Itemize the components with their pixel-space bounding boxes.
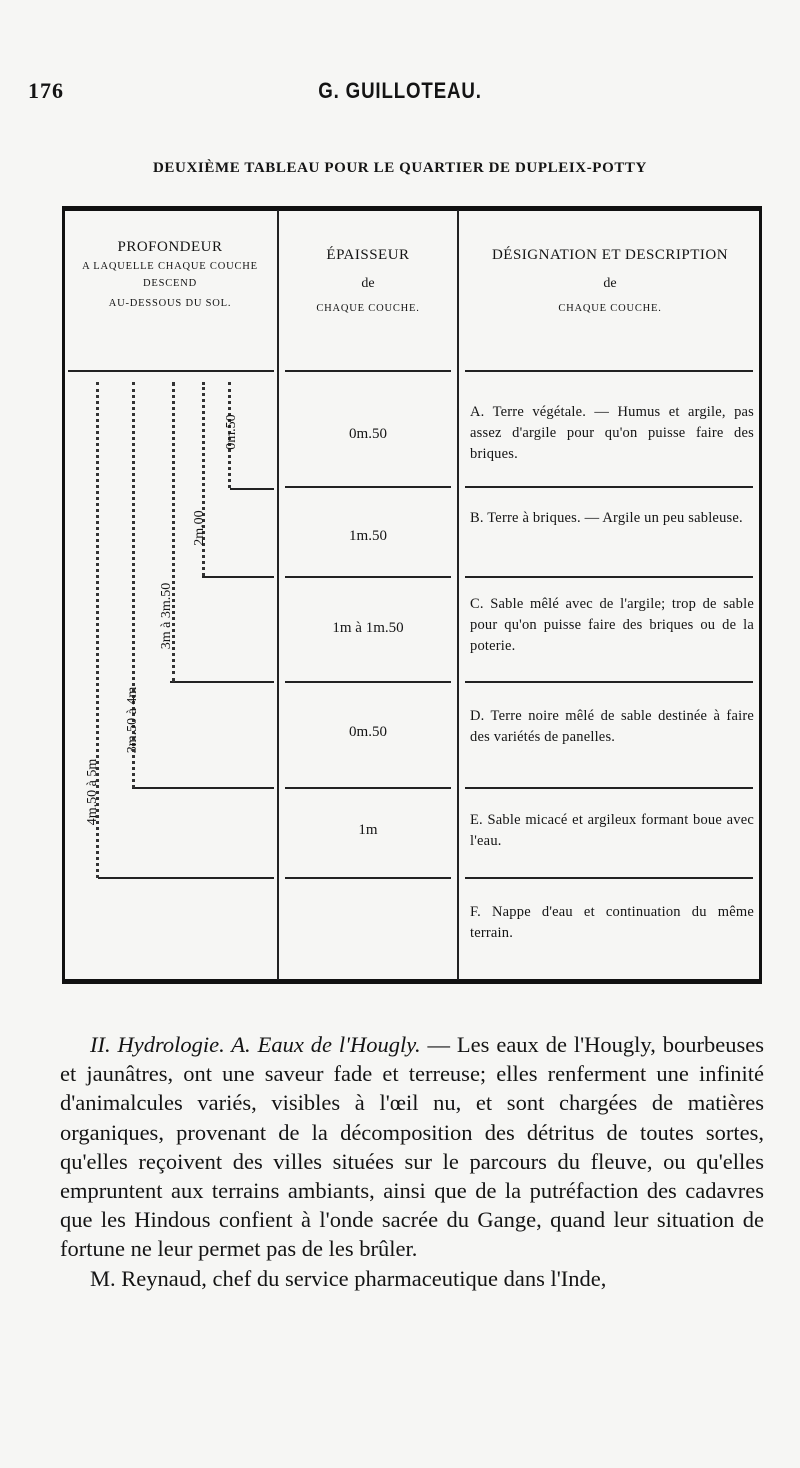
paragraph: M. Reynaud, chef du service pharmaceutique dans l'Inde, [90, 1265, 607, 1291]
layer-description: F. Nappe d'eau et continuation du même terrain. [470, 904, 754, 942]
layer-description: E. Sable micacé et argileux formant boue avec l'eau. [470, 812, 754, 850]
description-header-sub: CHAQUE COUCHE. [558, 302, 662, 314]
description-header-title: DÉSIGNATION ET DESCRIPTION [491, 247, 729, 263]
column-header-depth [64, 236, 276, 312]
depth-rule [132, 787, 274, 789]
row-rule [285, 576, 451, 578]
depth-rule [170, 681, 274, 683]
depth-header-title: PROFONDEUR [117, 239, 223, 255]
row-rule [285, 486, 451, 488]
column-divider [277, 210, 279, 980]
row-rule [285, 877, 451, 879]
depth-rule [98, 877, 274, 879]
column-header-thickness [280, 244, 456, 317]
table-title: DEUXIÈME TABLEAU POUR LE QUARTIER DE DUPLEIX-POTTY [153, 160, 647, 176]
depth-rule [230, 488, 274, 490]
depth-rule [202, 576, 274, 578]
body-text [60, 1030, 764, 1293]
header-rule [285, 370, 451, 372]
depth-header-line1: A LAQUELLE CHAQUE COUCHE [82, 261, 258, 273]
layer-description: B. Terre à briques. — Argile un peu sableuse. [470, 510, 743, 526]
thickness-header-de: de [361, 276, 375, 292]
layer-description: D. Terre noire mêlé de sable destinée à faire des variétés de panelles. [470, 708, 754, 746]
thickness-header-sub: CHAQUE COUCHE. [316, 302, 420, 314]
depth-label: 3m.50 à 4m [125, 686, 140, 754]
thickness-header-title: ÉPAISSEUR [326, 247, 410, 263]
depth-header-line3: AU-DESSOUS DU SOL. [108, 297, 232, 309]
row-rule [465, 877, 753, 879]
depth-label: 0m.50 [224, 414, 239, 450]
running-head: G. GUILLOTEAU. [318, 78, 482, 103]
row-rule [465, 486, 753, 488]
thickness-value: 1m [358, 822, 378, 838]
row-rule [465, 576, 753, 578]
row-rule [285, 787, 451, 789]
depth-label: 4m.50 à 5m [85, 758, 100, 826]
row-rule [465, 681, 753, 683]
layer-description: C. Sable mêlé avec de l'argile; trop de sable pour qu'on puisse faire des briques ou de la poterie. [470, 596, 754, 655]
column-header-description [460, 244, 760, 317]
paragraph [60, 1030, 764, 1264]
page-number: 176 [28, 78, 64, 103]
header-rule [68, 370, 274, 372]
depth-label: 2m.00 [192, 510, 207, 546]
row-rule [285, 681, 451, 683]
header-rule [465, 370, 753, 372]
paragraph-text: — Les eaux de l'Hougly, bourbeuses et jaunâtres, ont une saveur fade et terreuse; elles renferment une infinité d'animalcules variés, visibles à l'œil nu, et sont chargées de matières organiques, provenant de la décomposition des détritus de toutes sortes, qu'elles reçoivent des villes situées sur le parcours du fleuve, ou qu'elles empruntent aux terrains ambiants, ainsi que de la putréfaction des cadavres que les Hindous confient à l'onde sacrée du Gange, quand leur situation de fortune ne leur permet pas de les brûler. [60, 1032, 764, 1262]
thickness-value: 0m.50 [349, 724, 387, 740]
section-heading: II. Hydrologie. A. Eaux de l'Hougly. [90, 1032, 421, 1057]
thickness-value: 1m à 1m.50 [332, 620, 404, 636]
thickness-value: 1m.50 [349, 528, 387, 544]
layer-description: A. Terre végétale. — Humus et argile, pas assez d'argile pour qu'on puisse faire des briques. [470, 404, 754, 463]
description-header-de: de [603, 276, 617, 292]
row-rule [465, 787, 753, 789]
column-divider [457, 210, 459, 980]
depth-label: 3m à 3m.50 [159, 582, 174, 650]
depth-header-line2: DESCEND [142, 277, 198, 289]
thickness-value: 0m.50 [349, 426, 387, 442]
